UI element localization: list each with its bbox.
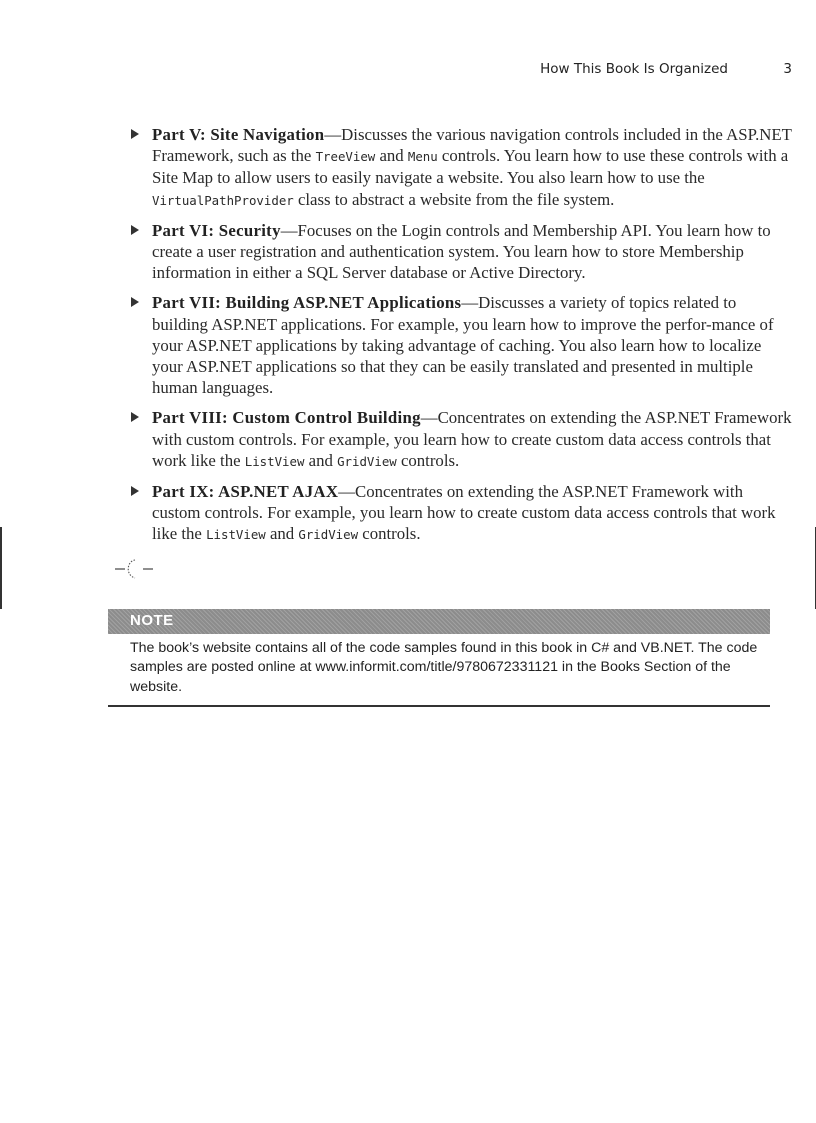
note-body: The book’s website contains all of the code samples found in this book in C# and VB.NET. The code samples are posted online at www.informit.com/title/9780672331121 in the Books Section of the website.: [130, 640, 758, 695]
note-label: NOTE: [130, 612, 174, 629]
text-run: and: [375, 146, 408, 166]
triangle-bullet-icon: [131, 297, 139, 307]
triangle-bullet-icon: [131, 129, 139, 139]
text-run: —Discusses the various navigation controls included in the ASP.NET Framework, such as the: [152, 125, 792, 166]
triangle-bullet-icon: [131, 486, 139, 496]
note-bottom-rule: [108, 705, 770, 707]
text-run: controls.: [396, 450, 460, 470]
list-item: [128, 220, 793, 284]
triangle-bullet-icon: [131, 412, 139, 422]
left-margin-line: [0, 527, 2, 609]
parts-list: [128, 124, 793, 555]
text-run: —Focuses on the Login controls and Membership API. You learn how to create a user registration and authentication system. You learn how to store Membership information in either a SQL Server database or Active Directory.: [152, 220, 771, 283]
text-run: controls. You learn how to use these controls with a Site Map to allow users to easily navigate a website. You also learn how to use the: [152, 146, 789, 188]
code-term: ListView: [244, 453, 305, 469]
list-item-text: [152, 124, 793, 211]
text-run: —Concentrates on extending the ASP.NET Framework with custom controls. For example, you learn how to create custom data access controls that work like the: [152, 408, 792, 470]
code-term: GridView: [337, 453, 397, 469]
list-item-lead: Part VIII: Custom Control Building: [152, 408, 421, 428]
text-run: —Discusses a variety of topics related to building ASP.NET applications. For example, you learn how to improve the perfor-mance of your ASP.NET applications by taking advantage of caching. You also learn how to localize your ASP.NET applications so that they can be easily translated and presented in multiple human languages.: [152, 293, 774, 398]
list-item: [128, 292, 793, 398]
list-item-lead: Part VII: Building ASP.NET Applications: [152, 293, 462, 313]
running-head-title: How This Book Is Organized: [540, 61, 728, 77]
text-run: and: [304, 450, 338, 470]
running-head: [0, 61, 816, 81]
page-number: 3: [783, 61, 792, 77]
list-item-lead: Part V: Site Navigation: [152, 125, 325, 144]
note-header: [108, 609, 770, 634]
code-term: ListView: [206, 527, 266, 543]
list-item-text: [152, 292, 793, 398]
list-item-lead: Part VI: Security: [152, 220, 281, 240]
text-run: —Concentrates on extending the ASP.NET Framework with custom controls. For example, you learn how to create custom data access controls that work like the: [152, 482, 776, 544]
list-item: [128, 124, 793, 211]
text-run: class to abstract a website from the file system.: [293, 189, 615, 209]
text-run: and: [265, 524, 299, 544]
text-run: controls.: [358, 524, 421, 544]
code-term: TreeView: [315, 149, 376, 165]
list-item-text: [152, 407, 793, 472]
editorial-mark-icon: [113, 555, 165, 583]
list-item: [128, 481, 793, 546]
code-term: GridView: [298, 527, 359, 543]
note-box: [108, 609, 770, 707]
list-item-text: [152, 481, 793, 546]
list-item: [128, 407, 793, 472]
code-term: Menu: [407, 149, 438, 165]
triangle-bullet-icon: [131, 225, 139, 235]
code-term: VirtualPathProvider: [152, 192, 294, 208]
list-item-lead: Part IX: ASP.NET AJAX: [152, 482, 339, 502]
list-item-text: [152, 220, 793, 284]
